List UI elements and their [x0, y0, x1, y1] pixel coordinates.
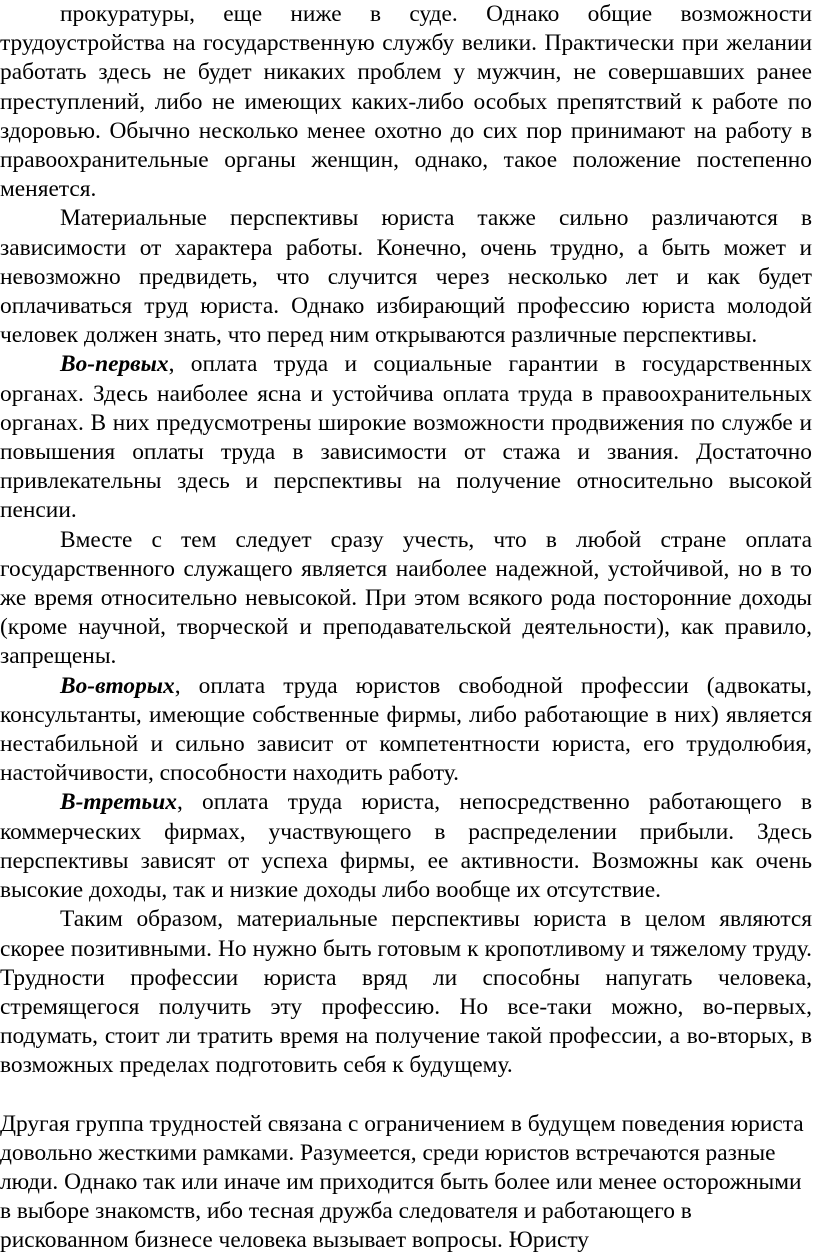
paragraph-text: , оплата труда юристов свободной профессии (адвокаты, консультанты, имеющие собственные фирмы, либо работающие в них) является нестабильной и сильно зависит от компетентности юриста, его трудолюбия, настойчивости, способности находить работу. [0, 672, 812, 787]
paragraph-state-salary [0, 526, 812, 672]
paragraph-conclusion [0, 905, 812, 1080]
paragraph-text: Таким образом, материальные перспективы юриста в целом являются скорее позитивными. Но нужно быть готовым к кропотливому и тяжелому труду. Трудности профессии юриста вряд ли способны напугать человека, стремящегося получить эту профессию. Но все-таки можно, во-первых, подумать, стоит ли тратить время на получение такой профессии, а во-вторых, в возможных пределах подготовить себя к будущему. [0, 906, 812, 1079]
paragraph-text: прокуратуры, еще ниже в суде. Однако общие возможности трудоустройства на государственную службу велики. Практически при желании работать здесь не будет никаких проблем у мужчин, не совершавших ранее преступлений, либо не имеющих каких-либо особых препятствий к работе по здоровью. Обычно несколько менее охотно до сих пор принимают на работу в правоохранительные органы женщин, однако, такое положение постепенно меняется. [0, 1, 812, 203]
paragraph-lead-term: Во-вторых [60, 672, 175, 699]
paragraph-text: Материальные перспективы юриста также сильно различаются в зависимости от характера работы. Конечно, очень трудно, а быть может и невозможно предвидеть, что случится через несколько лет и как будет оплачиваться труд юриста. Однако избирающий профессию юриста молодой человек должен знать, что перед ним открываются различные перспективы. [0, 205, 812, 349]
paragraph-lead-term: В-третьих [60, 789, 177, 816]
paragraph-text: , оплата труда юриста, непосредственно работающего в коммерческих фирмах, участвующего в распределении прибыли. Здесь перспективы зависят от успеха фирмы, ее активности. Возможны как очень высокие доходы, так и низкие доходы либо вообще их отсутствие. [0, 789, 812, 904]
paragraph-first-point [0, 350, 812, 525]
paragraph-text: , оплата труда и социальные гарантии в государственных органах. Здесь наиболее ясна и устойчива оплата труда в правоохранительных органах. В них предусмотрены широкие возможности продвижения по службе и повышения оплаты труда в зависимости от стажа и звания. Достаточно привлекательны здесь и перспективы на получение относительно высокой пенсии. [0, 351, 812, 524]
paragraph-material-prospects [0, 204, 812, 350]
paragraph-text: Другая группа трудностей связана с ограничением в будущем поведения юриста довольно жесткими рамками. Разумеется, среди юристов встречаются разные люди. Однако так или иначе им приходится быть более или менее осторожными в выборе знакомств, ибо тесная дружба следователя и работающего в рискованном бизнесе человека вызывает вопросы. Юристу [0, 1110, 804, 1254]
paragraph-third-point [0, 788, 812, 905]
paragraph-text: Вместе с тем следует сразу учесть, что в любой стране оплата государственного служащего является наиболее надежной, устойчивой, но в то же время относительно невысокой. При этом всякого рода посторонние доходы (кроме научной, творческой и преподавательской деятельности), как правило, запрещены. [0, 526, 812, 670]
paragraph-second-point [0, 672, 812, 789]
paragraph-other-difficulties [0, 1110, 812, 1256]
paragraph-lead-term: Во-первых [60, 351, 169, 378]
paragraph-continuation [0, 0, 812, 204]
